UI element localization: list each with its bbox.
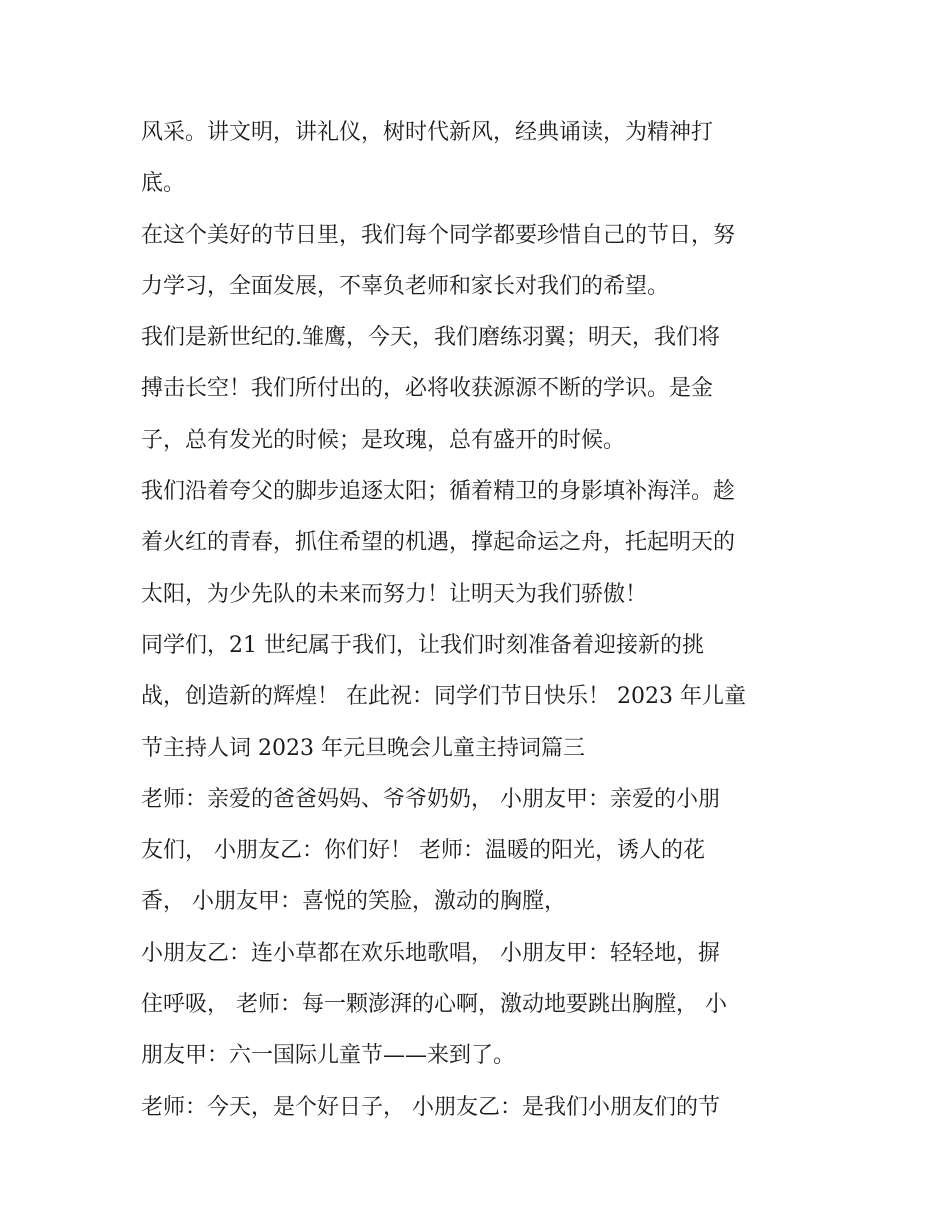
text-line-1: 风采。讲文明，讲礼仪，树时代新风，经典诵读，为精神打: [141, 120, 714, 145]
text-line-4: 力学习，全面发展，不辜负老师和家长对我们的希望。: [141, 273, 670, 299]
text-line-18: 住呼吸， 老师：每一颗澎湃的心啊，激动地要跳出胸膛， 小: [141, 992, 727, 1018]
text-line-11: 同学们，21 世纪属于我们，让我们时刻准备着迎接新的挑: [141, 632, 704, 658]
text-line-19: 朋友甲：六一国际儿童节——来到了。: [141, 1043, 516, 1069]
text-line-13: 节主持人词 2023 年元旦晚会儿童主持词篇三: [141, 735, 585, 761]
text-line-7: 子，总有发光的时候；是玫瑰，总有盛开的时候。: [141, 427, 626, 453]
text-line-14: 老师：亲爱的爸爸妈妈、爷爷奶奶， 小朋友甲：亲爱的小朋: [141, 786, 720, 812]
text-line-2: 底。: [141, 171, 186, 197]
text-line-20: 老师：今天，是个好日子， 小朋友乙：是我们小朋友们的节: [141, 1094, 720, 1120]
document-body: [141, 107, 821, 1133]
text-line-5: 我们是新世纪的.雏鹰，今天，我们磨练羽翼；明天，我们将: [141, 325, 720, 351]
text-line-10: 太阳，为少先队的未来而努力！让明天为我们骄傲！: [141, 581, 648, 607]
text-line-8: 我们沿着夸父的脚步追逐太阳；循着精卫的身影填补海洋。趁: [141, 479, 736, 505]
text-line-3: 在这个美好的节日里，我们每个同学都要珍惜自己的节日，努: [141, 222, 736, 248]
text-line-9: 着火红的青春，抓住希望的机遇，撑起命运之舟，托起明天的: [141, 530, 736, 556]
text-line-12: 战，创造新的辉煌！ 在此祝：同学们节日快乐！ 2023 年儿童: [141, 684, 746, 710]
text-line-16: 香， 小朋友甲：喜悦的笑脸，激动的胸膛，: [141, 889, 566, 915]
text-line-17: 小朋友乙：连小草都在欢乐地歌唱， 小朋友甲：轻轻地，摒: [141, 940, 720, 966]
text-line-15: 友们， 小朋友乙：你们好！ 老师：温暖的阳光，诱人的花: [141, 838, 705, 864]
text-line-6: 搏击长空！我们所付出的，必将收获源源不断的学识。是金: [141, 376, 714, 402]
